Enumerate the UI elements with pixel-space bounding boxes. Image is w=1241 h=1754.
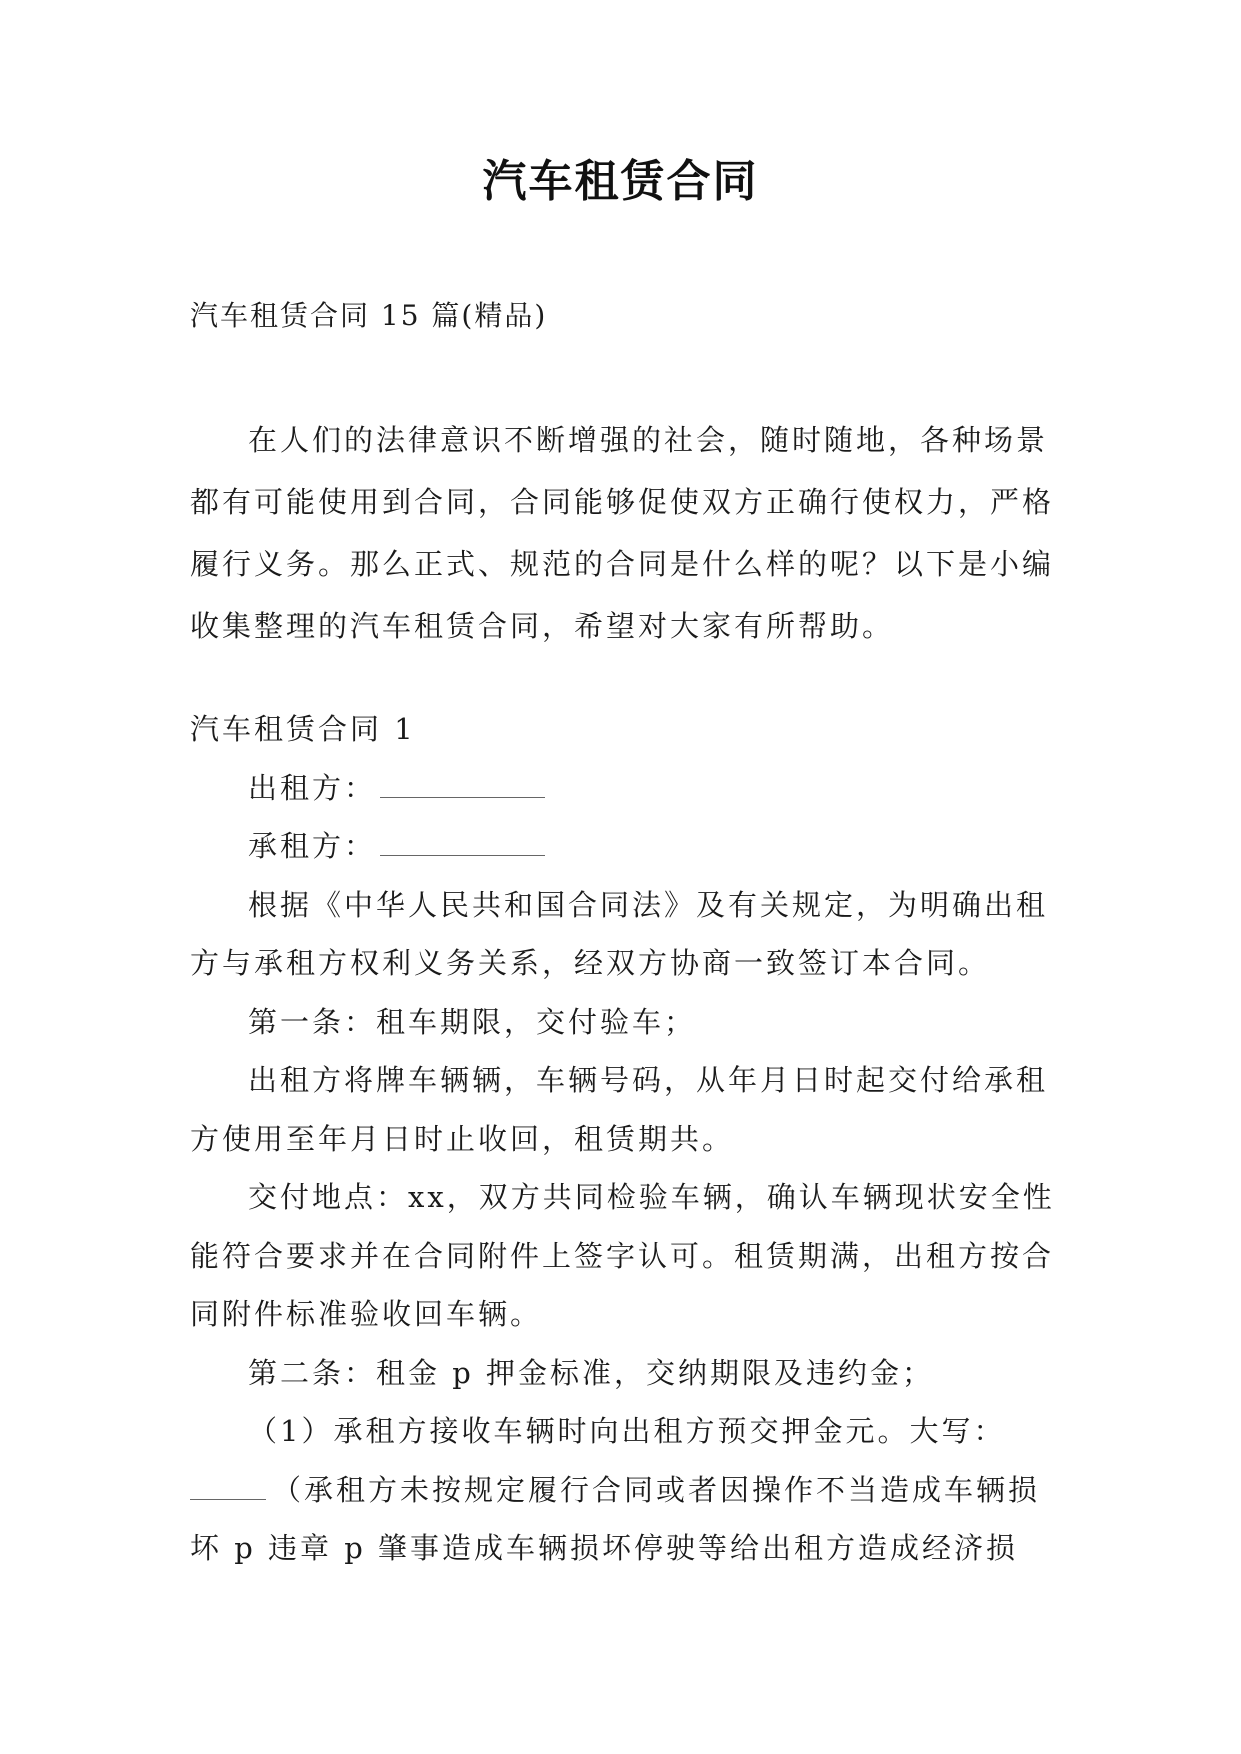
- lessee-label: 承租方：: [248, 829, 377, 863]
- amount-blank: [190, 1477, 266, 1500]
- article-2-heading: 第二条：租金 p 押金标准，交纳期限及违约金；: [248, 1355, 935, 1390]
- item-1-deposit: （1）承租方接收车辆时向出租方预交押金元。大写：: [248, 1414, 1006, 1448]
- item-1-tail: （承租方未按规定履行合同或者因操作不当造成车辆损坏 p 违章 p 肇事造成车辆损坏停驶等给出租方造成经济损: [190, 1472, 1041, 1565]
- paragraph-legal-basis: 根据《中华人民共和国合同法》及有关规定，为明确出租方与承租方权利义务关系，经双方协商一致签订本合同。: [190, 887, 1049, 980]
- intro-paragraph: 在人们的法律意识不断增强的社会，随时随地，各种场景都有可能使用到合同，合同能够促使双方正确行使权力，严格履行义务。那么正式、规范的合同是什么样的呢？以下是小编收集整理的汽车租赁合同，希望对大家有所帮助。: [190, 423, 1055, 643]
- lessee-blank: [380, 833, 545, 856]
- section-title: 汽车租赁合同 1: [190, 712, 416, 746]
- item-1-continuation: [190, 1461, 1070, 1578]
- paragraph-delivery-location: 交付地点：xx，双方共同检验车辆，确认车辆现状安全性能符合要求并在合同附件上签字认可。租赁期满，出租方按合同附件标准验收回车辆。: [190, 1180, 1055, 1331]
- contract-section: [190, 700, 1070, 1578]
- lessor-line: [190, 759, 1070, 818]
- lessor-label: 出租方：: [248, 770, 377, 805]
- lessor-blank: [380, 775, 545, 798]
- document-subtitle: 汽车租赁合同 15 篇(精品): [190, 299, 548, 332]
- article-1-heading: 第一条：租车期限，交付验车；: [248, 1004, 697, 1039]
- paragraph-vehicle-delivery: 出租方将牌车辆辆，车辆号码，从年月日时起交付给承租方使用至年月日时止收回，租赁期共。: [190, 1063, 1049, 1156]
- lessee-line: [190, 817, 1070, 876]
- document-title: 汽车租赁合同: [482, 156, 759, 207]
- intro-block: [190, 409, 1070, 657]
